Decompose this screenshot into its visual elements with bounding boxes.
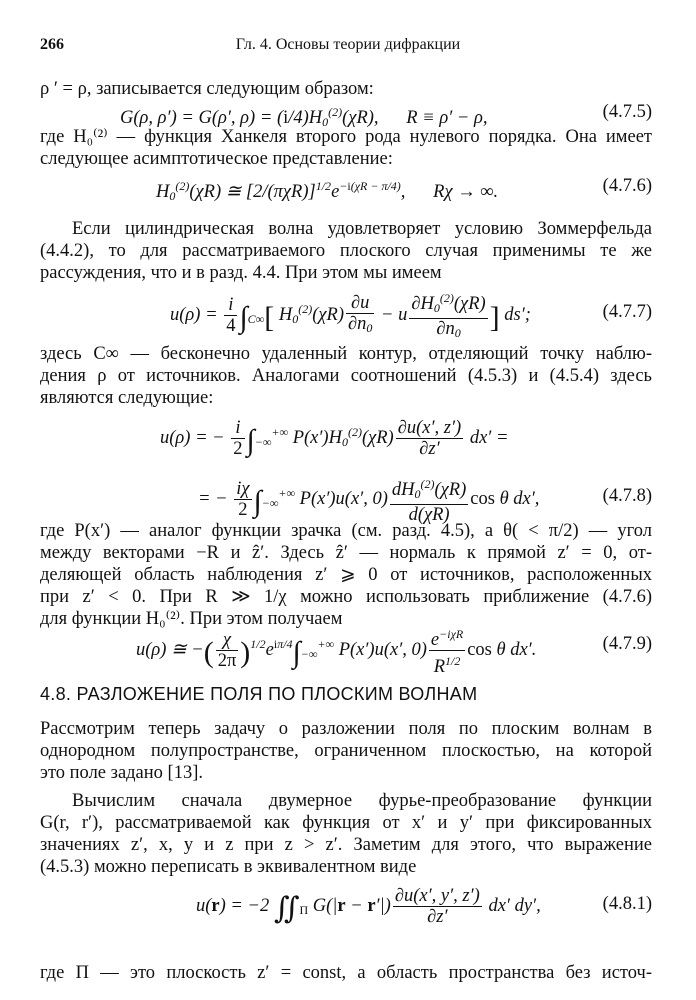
equation-4-7-9: u(ρ) ≅ −( $\frac{\chi}{2\pi}$ )$^{1/2}e^{i\pi/4}\int_{-\infty}^{+\infty}$ P(x′)u(x′, 0) $\frac{e^{-i\chi R}}{R^{1/2}}$ cos θ dx′.	[136, 624, 536, 677]
text-line: следующее асимптотическое представление:	[40, 149, 393, 169]
text-line: для функции H₀⁽²⁾. При этом получаем	[40, 609, 343, 629]
text-line: между векторами −R и ẑ′. Здесь ẑ′ — нормаль к прямой z′ = 0, от-	[40, 543, 652, 563]
text-line: это поле задано [13].	[40, 763, 203, 783]
section-title: 4.8. РАЗЛОЖЕНИЕ ПОЛЯ ПО ПЛОСКИМ ВОЛНАМ	[40, 684, 478, 704]
equation-4-7-6: $H_0^{(2)}(\chi R)$ ≅ $[2/(\pi\chi R)]^{1/2}e^{-i(\chi R - \pi/4)}$, Rχ → ∞.	[156, 179, 499, 203]
text-line: Вычислим сначала двумерное фурье-преобразование функции	[72, 791, 652, 811]
text-line: где Π — это плоскость z′ = const, а область пространства без источ-	[40, 963, 652, 983]
text-line: Рассмотрим теперь задачу о разложении поля по плоским волнам в	[40, 719, 652, 739]
running-title: Гл. 4. Основы теории дифракции	[235, 36, 461, 53]
equation-number: (4.7.8)	[602, 486, 652, 506]
text-line: однородном полупространстве, ограниченном плоскостью, на которой	[40, 741, 652, 761]
equation-number: (4.7.6)	[602, 176, 652, 196]
equation-4-8-1: u(r) = −2 $∬_\Pi$ G(|r − r′|) $\frac{\partial u(x', y', z')}{\partial z'}$ dx′ dy′,	[196, 886, 541, 927]
text-line: где H₀⁽²⁾ — функция Ханкеля второго рода нулевого порядка. Она имеет	[40, 127, 652, 147]
text-line: дения ρ от источников. Аналогами соотношений (4.5.3) и (4.5.4) здесь	[40, 366, 652, 386]
text-line: (4.5.3) можно переписать в эквивалентном виде	[40, 857, 417, 877]
equation-number: (4.7.7)	[602, 302, 652, 322]
text-line: ρ ′ = ρ, записывается следующим образом:	[40, 79, 374, 99]
text-line: при z′ < 0. При R ≫ 1/χ можно использовать приближение (4.7.6)	[40, 587, 652, 607]
text-line: Если цилиндрическая волна удовлетворяет условию Зоммерфельда	[72, 219, 652, 239]
text-line: (4.4.2), то для рассматриваемого плоского случая применимы те же	[40, 241, 652, 261]
text-line: где P(x′) — аналог функции зрачка (см. разд. 4.5), а θ( < π/2) — угол	[40, 521, 652, 541]
equation-number: (4.7.9)	[602, 634, 652, 654]
text-line: здесь C∞ — бесконечно удаленный контур, отделяющий точку наблю-	[40, 344, 652, 364]
equation-4-7-8b: = − $\frac{i\chi}{2}$ $\int_{-\infty}^{+\infty}$ P(x′)u(x′, 0) $\frac{dH_0^{(2)}(\chi R)}{d(\chi R)}$ cos θ dx′,	[198, 474, 539, 525]
text-line: значениях z′, x, y и z при z > z′. Заметим для этого, что выражение	[40, 835, 652, 855]
equation-4-7-5: G(ρ, ρ′) = G(ρ′, $\rho) = (i/4)H_0^{(2)}(\chi R)$, R ≡ ρ′ − ρ,	[120, 105, 488, 129]
page-number: 266	[40, 36, 64, 53]
equation-4-7-8a: u(ρ) = − $\frac{i}{2}$ $\int_{-\infty}^{+\infty}$ $P(x')H_0^{(2)}(\chi R)$ $\frac{\partial u(x', z')}{\partial z'}$ dx′ =	[160, 418, 509, 459]
equation-4-7-7: u(ρ) = $\frac{i}{4}$ $\int_{C\infty}$[ $H_0^{(2)}(\chi R)$ $\frac{\partial u}{\partial n_0}$ − u $\frac{\partial H_0^{(2)}(\chi R)}{\partial n_0}$ ] ds′;	[170, 288, 531, 343]
equation-number: (4.7.5)	[602, 102, 652, 122]
text-line: G(r, r′), рассматриваемой как функция от x′ и y′ при фиксированных	[40, 813, 652, 833]
equation-number: (4.8.1)	[602, 894, 652, 914]
text-line: рассуждения, что и в разд. 4.4. При этом мы имеем	[40, 263, 442, 283]
text-line: являются следующие:	[40, 388, 214, 408]
text-line: деляющей область наблюдения z′ ⩾ 0 от источников, расположенных	[40, 565, 652, 585]
